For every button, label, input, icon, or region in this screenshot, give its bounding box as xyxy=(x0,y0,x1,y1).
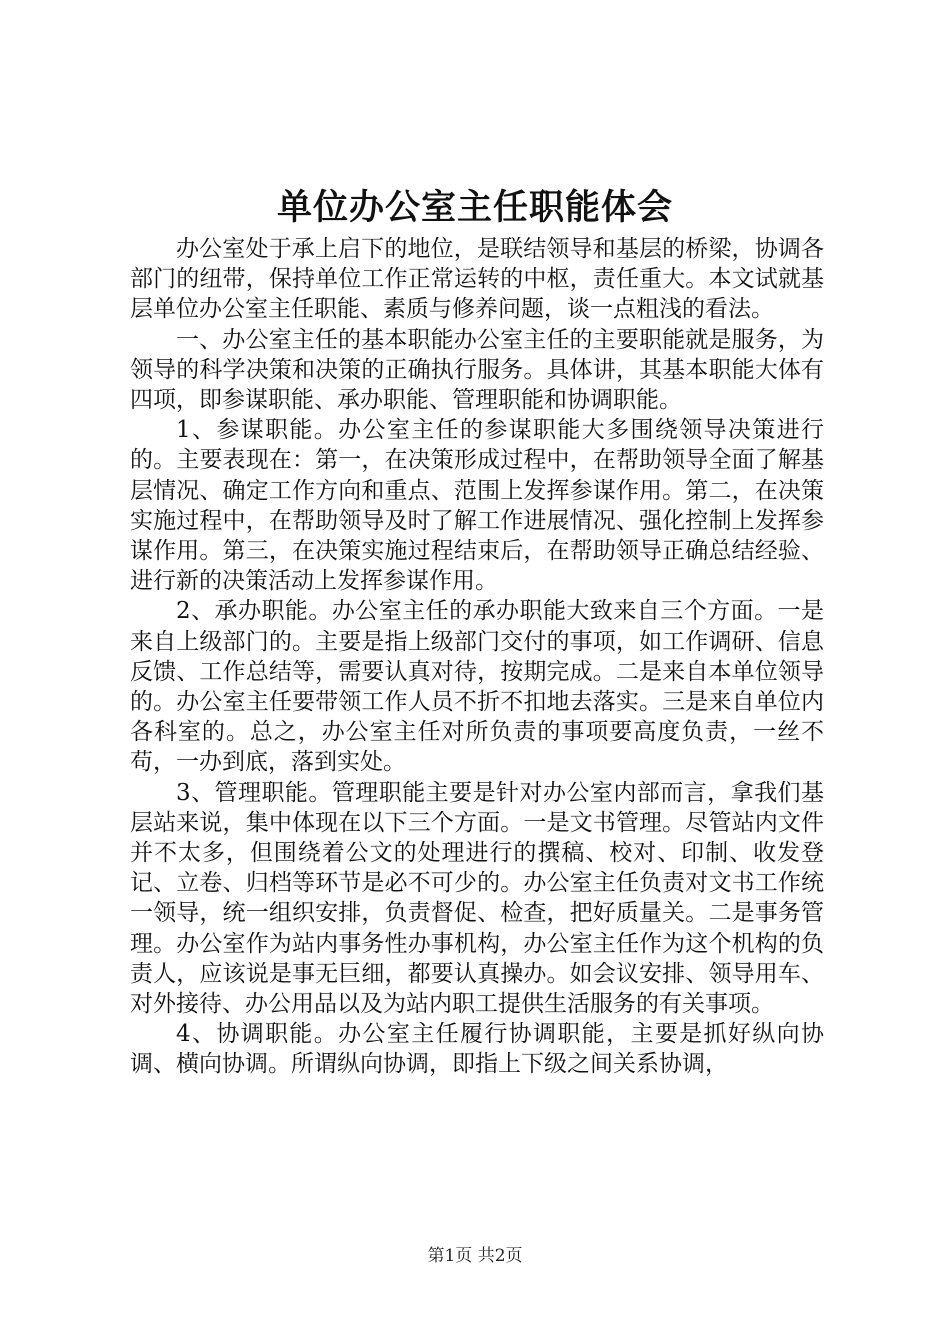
paragraph-intro: 办公室处于承上启下的地位，是联结领导和基层的桥梁，协调各部门的纽带，保持单位工作正常运转的中枢，责任重大。本文试就基层单位办公室主任职能、素质与修养问题，谈一点粗浅的看法。 xyxy=(130,236,824,323)
document-title: 单位办公室主任职能体会 xyxy=(276,187,673,228)
paragraph-section-1: 一、办公室主任的基本职能办公室主任的主要职能就是服务，为领导的科学决策和决策的正确执行服务。具体讲，其基本职能大体有四项，即参谋职能、承办职能、管理职能和协调职能。 xyxy=(130,326,824,414)
paragraph-undertaking-function: 2、承办职能。办公室主任的承办职能大致来自三个方面。一是来自上级部门的。主要是指上级部门交付的事项，如工作调研、信息反馈、工作总结等，需要认真对待，按期完成。二是来自本单位领导的。办公室主任要带领工作人员不折不扣地去落实。三是来自单位内各科室的。总之，办公室主任对所负责的事项要高度负责，一丝不苟，一办到底，落到实处。 xyxy=(130,598,824,776)
paragraph-management-function: 3、管理职能。管理职能主要是针对办公室内部而言，拿我们基层站来说，集中体现在以下三个方面。一是文书管理。尽管站内文件并不太多，但围绕着公文的处理进行的撰稿、校对、印制、收发登记、立卷、归档等环节是必不可少的。办公室主任负责对文书工作统一领导，统一组织安排，负责督促、检查，把好质量关。二是事务管理。办公室作为站内事务性办事机构，办公室主任作为这个机构的负责人，应该说是事无巨细，都要认真操办。如会议安排、领导用车、对外接待、办公用品以及为站内职工提供生活服务的有关事项。 xyxy=(130,779,824,1018)
paragraph-coordination-function: 4、协调职能。办公室主任履行协调职能，主要是抓好纵向协调、横向协调。所谓纵向协调，即指上下级之间关系协调， xyxy=(130,1021,824,1078)
paragraph-staff-function: 1、参谋职能。办公室主任的参谋职能大多围绕领导决策进行的。主要表现在：第一，在决策形成过程中，在帮助领导全面了解基层情况、确定工作方向和重点、范围上发挥参谋作用。第二，在决策实施过程中，在帮助领导及时了解工作进展情况、强化控制上发挥参谋作用。第三，在决策实施过程结束后，在帮助领导正确总结经验、进行新的决策活动上发挥参谋作用。 xyxy=(130,417,824,595)
page-number-footer: 第1页 共2页 xyxy=(427,1246,523,1266)
document-body xyxy=(130,234,824,1080)
